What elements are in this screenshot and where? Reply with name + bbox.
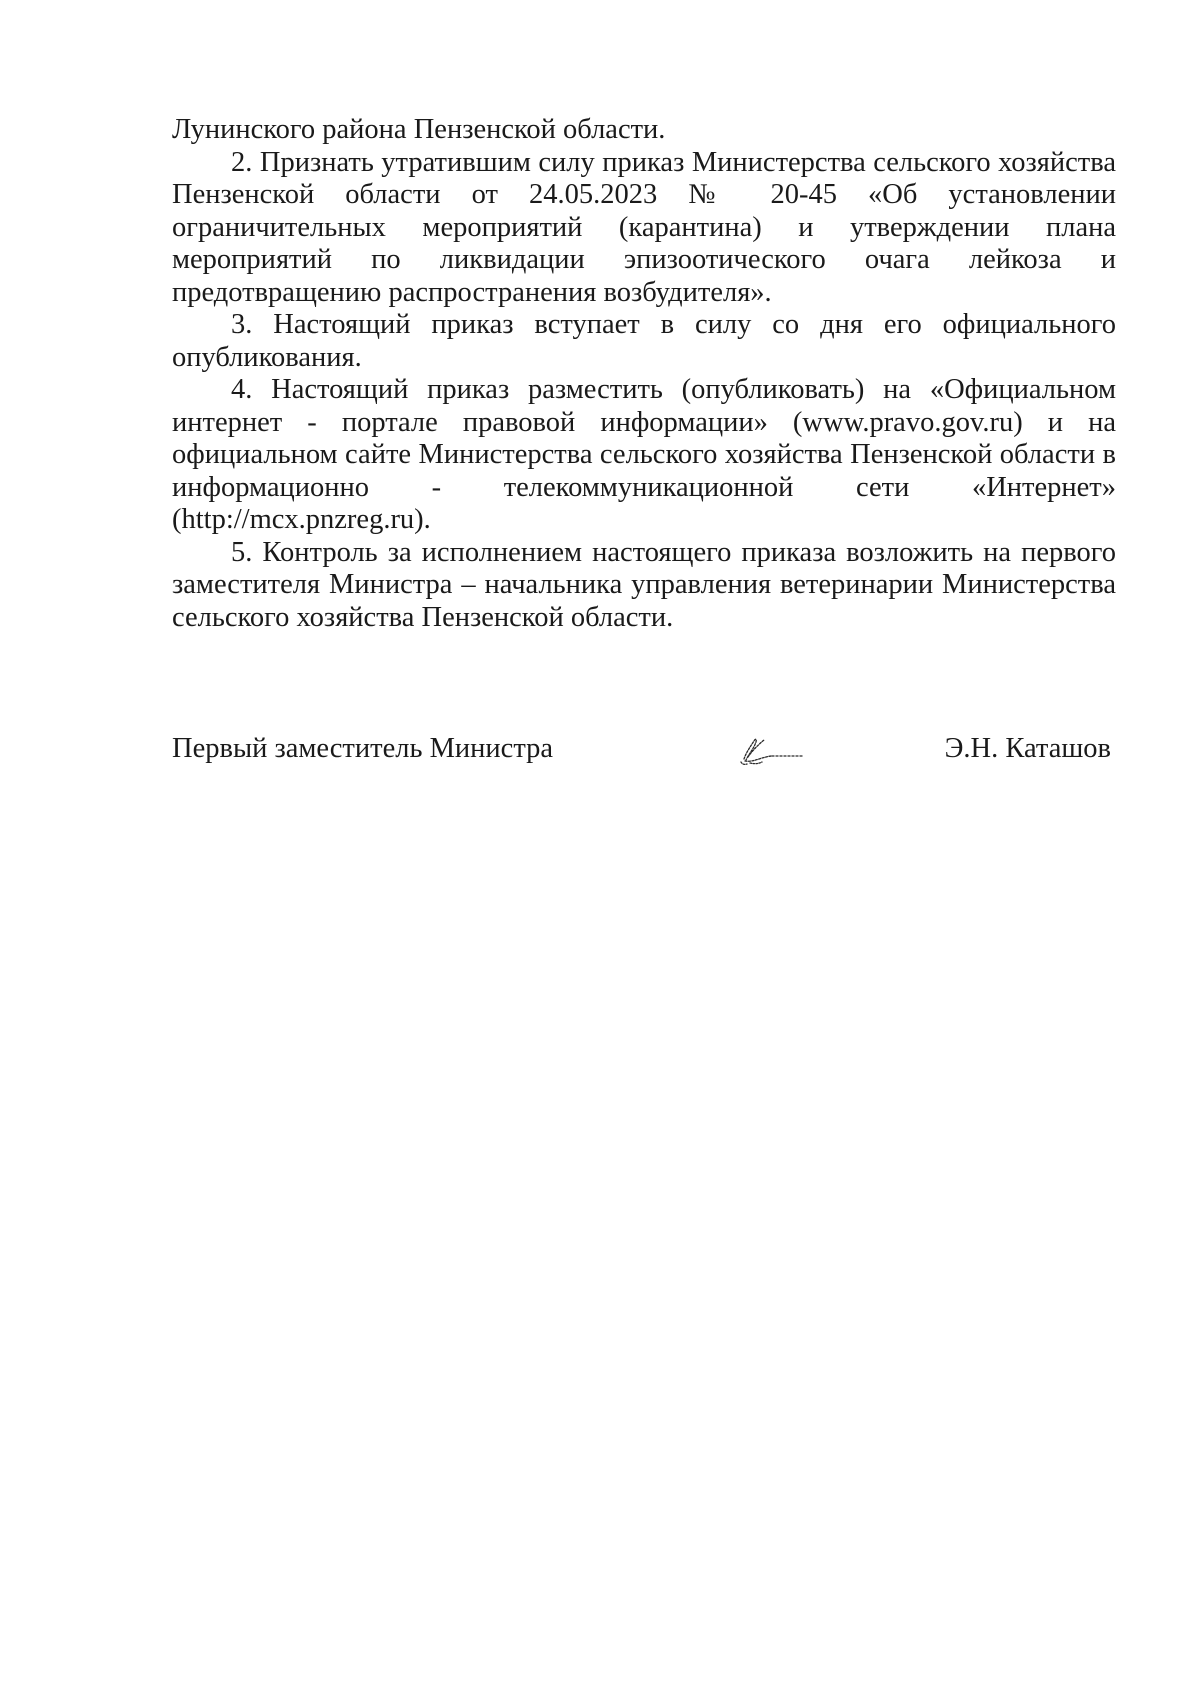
signatory-position: Первый заместитель Министра [172, 733, 554, 764]
document-body [172, 114, 1116, 634]
paragraph-item-4: 4. Настоящий приказ разместить (опубликовать) на «Официальном интернет - портале правовой информации» (www.pravo.gov.ru) и на официальном сайте Министерства сельского хозяйства Пензенской области в информационно - телекоммуникационной сети «Интернет» (http://mcx.pnzreg.ru). [172, 374, 1116, 535]
paragraph-item-3: 3. Настоящий приказ вступает в силу со дня его официального опубликования. [172, 309, 1116, 373]
paragraph-item-5: 5. Контроль за исполнением настоящего приказа возложить на первого заместителя Министра – начальника управления ветеринарии Министерства сельского хозяйства Пензенской области. [172, 536, 1116, 633]
paragraph-item-2: 2. Признать утратившим силу приказ Министерства сельского хозяйства Пензенской области от 24.05.2023 № 20-45 «Об установлении ограничительных мероприятий (карантина) и утверждении плана мероприятий по ликвидации эпизоотического очага лейкоза и предотвращению распространения возбудителя». [172, 146, 1116, 308]
handwritten-signature [736, 729, 808, 771]
signatory-name: Э.Н. Каташов [944, 733, 1111, 764]
signature-block [172, 733, 1116, 773]
paragraph-continuation: Лунинского района Пензенской области. [172, 114, 666, 145]
